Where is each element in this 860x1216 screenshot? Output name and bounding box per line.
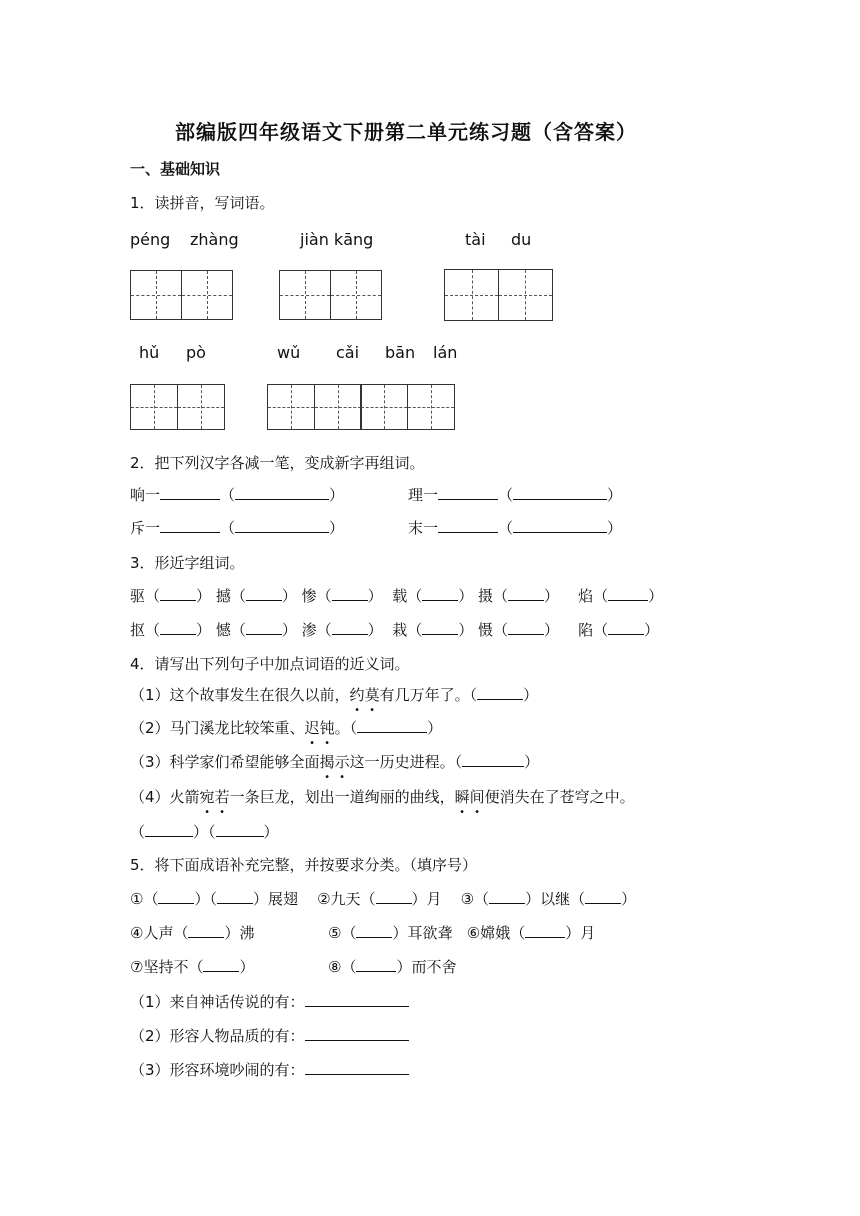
answer-blank[interactable]: [305, 992, 409, 1007]
dotted-char: 揭: [319, 753, 335, 771]
dotted-char: 钝: [319, 719, 335, 737]
writing-grid[interactable]: [130, 270, 231, 320]
idiom-text: ）以继（: [525, 890, 586, 908]
q3-char: 驱: [130, 587, 146, 605]
grid-cell[interactable]: [130, 384, 178, 430]
grid-cell[interactable]: [360, 384, 408, 430]
idiom-row: [130, 922, 254, 943]
q3-row: 抠（ ） 憾（ ） 渗（ ） 栽（ ） 慑（ ） 陷（ ）: [130, 621, 660, 639]
sentence-text: 有几万年了。（: [379, 686, 478, 704]
idiom-text: ）: [621, 890, 637, 908]
q4-sentence: [130, 786, 635, 807]
answer-blank[interactable]: [246, 586, 282, 601]
q3-char: 憾: [215, 621, 231, 639]
answer-blank[interactable]: [376, 889, 412, 904]
q2-char: 末一: [408, 519, 439, 537]
sentence-text: 一条巨龙，划出一道绚丽的曲线，: [229, 788, 455, 806]
q2-char: 理一: [408, 486, 439, 504]
grid-cell[interactable]: [267, 384, 315, 430]
answer-blank[interactable]: [305, 1060, 409, 1075]
answer-blank[interactable]: [513, 518, 607, 533]
grid-cell[interactable]: [498, 269, 553, 321]
q2-item: 末一 （ ）: [408, 519, 623, 537]
answer-blank[interactable]: [160, 620, 196, 635]
answer-blank[interactable]: [332, 620, 368, 635]
q4-sentence: （3）科学家们希望能够全面揭示这一历史进程。（ ）: [130, 753, 540, 771]
q2-item: 响一 （ ）: [130, 486, 345, 504]
sentence-text: （2）马门溪龙比较笨重、: [130, 719, 305, 737]
dotted-char: 示: [334, 753, 350, 771]
category-label: （3）形容环境吵闹的有：: [130, 1061, 305, 1079]
q4-sentence: （1）这个故事发生在很久以前，约莫有几万年了。（ ）: [130, 686, 539, 704]
category-row: [130, 1025, 409, 1046]
idiom-row: [130, 888, 636, 909]
pinyin: bān: [385, 343, 416, 362]
answer-blank[interactable]: [160, 586, 196, 601]
q2-char: 斥一: [130, 519, 161, 537]
answer-blank[interactable]: [508, 620, 544, 635]
question-1-prompt: 1．读拼音，写词语。: [130, 194, 275, 212]
sentence-text: （1）这个故事发生在很久以前，: [130, 686, 350, 704]
idiom-row: [130, 956, 254, 977]
q3-char: 陷: [578, 621, 594, 639]
idiom-row: [328, 922, 595, 943]
answer-blank[interactable]: [203, 957, 239, 972]
idiom-text: ）月: [411, 890, 442, 908]
answer-blank[interactable]: [145, 822, 193, 837]
answer-blank[interactable]: [332, 586, 368, 601]
answer-blank[interactable]: [357, 718, 427, 733]
sentence-text: （4）火箭: [130, 788, 200, 806]
grid-cell[interactable]: [330, 270, 382, 320]
answer-blank[interactable]: [246, 620, 282, 635]
q3-row: 驱（ ） 撼（ ） 惨（ ） 载（ ） 摄（ ） 焰（ ）: [130, 587, 664, 605]
answer-blank[interactable]: [356, 923, 392, 938]
q3-char: 栽: [392, 621, 408, 639]
page-title: 部编版四年级语文下册第二单元练习题（含答案）: [175, 120, 637, 144]
idiom-text: ）月: [565, 924, 596, 942]
bracket: ）: [263, 823, 279, 841]
q2-item: 斥一 （ ）: [130, 519, 345, 537]
q2-char: 响一: [130, 486, 161, 504]
idiom-text: ④人声（: [130, 924, 189, 942]
writing-grid[interactable]: [267, 384, 453, 430]
sentence-text: 这一历史进程。（: [349, 753, 463, 771]
section-heading: 一、基础知识: [130, 160, 221, 178]
grid-cell[interactable]: [130, 270, 182, 320]
category-row: [130, 991, 409, 1012]
question-2-prompt: 2．把下列汉字各减一笔，变成新字再组词。: [130, 454, 425, 472]
idiom-row: [328, 956, 456, 977]
dotted-char: 若: [214, 788, 230, 806]
pinyin: du: [511, 230, 532, 249]
q3-char: 慑: [478, 621, 494, 639]
answer-blank[interactable]: [489, 889, 525, 904]
pinyin: pò: [186, 343, 206, 362]
category-row: [130, 1059, 409, 1080]
idiom-text: ）耳欲聋: [392, 924, 453, 942]
idiom-text: ⑤（: [328, 924, 357, 942]
q3-char: 惨: [301, 587, 317, 605]
q2-item: 理一 （ ）: [408, 486, 623, 504]
answer-blank[interactable]: [508, 586, 544, 601]
answer-blank[interactable]: [305, 1026, 409, 1041]
answer-blank[interactable]: [462, 752, 524, 767]
idiom-text: ）: [239, 958, 255, 976]
answer-blank[interactable]: [585, 889, 621, 904]
dotted-char: 宛: [199, 788, 215, 806]
answer-blank[interactable]: [608, 586, 648, 601]
answer-blank[interactable]: [158, 889, 194, 904]
sentence-text: （3）科学家们希望能够全面: [130, 753, 320, 771]
writing-grid[interactable]: [444, 269, 551, 321]
dotted-char: 约: [349, 686, 365, 704]
grid-cell[interactable]: [279, 270, 331, 320]
bracket: （: [130, 823, 146, 841]
pinyin: hǔ: [139, 343, 160, 362]
answer-blank[interactable]: [235, 485, 329, 500]
q3-char: 载: [392, 587, 408, 605]
dotted-char: 瞬: [454, 788, 470, 806]
answer-blank[interactable]: [188, 923, 224, 938]
idiom-text: ）沸: [224, 924, 255, 942]
pinyin: zhàng: [190, 230, 239, 249]
idiom-text: ）展翅: [252, 890, 298, 908]
category-label: （1）来自神话传说的有：: [130, 993, 305, 1011]
answer-blank[interactable]: [438, 518, 498, 533]
answer-blank[interactable]: [422, 620, 458, 635]
answer-blank[interactable]: [608, 620, 644, 635]
question-4-prompt: 4．请写出下列句子中加点词语的近义词。: [130, 655, 410, 673]
idiom-text: ⑥嫦娥（: [466, 924, 526, 942]
writing-grid[interactable]: [130, 384, 223, 430]
q3-char: 撼: [215, 587, 231, 605]
q3-char: 焰: [578, 587, 594, 605]
answer-blank[interactable]: [525, 923, 565, 938]
pinyin: jiàn kāng: [300, 230, 374, 249]
idiom-text: ⑧（: [328, 958, 357, 976]
grid-cell[interactable]: [181, 270, 233, 320]
q3-char: 摄: [478, 587, 494, 605]
answer-blank[interactable]: [216, 822, 264, 837]
q4-sentence: （2）马门溪龙比较笨重、迟钝。（ ）: [130, 719, 443, 737]
answer-blank[interactable]: [217, 889, 253, 904]
answer-blank[interactable]: [513, 485, 607, 500]
q3-char: 抠: [130, 621, 146, 639]
bracket: ）（: [193, 823, 216, 841]
answer-blank[interactable]: [438, 485, 498, 500]
idiom-text: ）（: [194, 890, 217, 908]
answer-blank[interactable]: [422, 586, 458, 601]
answer-blank[interactable]: [160, 485, 220, 500]
grid-cell[interactable]: [444, 269, 499, 321]
pinyin: wǔ: [277, 343, 301, 362]
sentence-text: 便消失在了苍穹之中。: [484, 788, 635, 806]
pinyin: tài: [465, 230, 486, 249]
answer-blank[interactable]: [160, 518, 220, 533]
grid-cell[interactable]: [407, 384, 455, 430]
idiom-text: ①（: [130, 890, 159, 908]
pinyin: cǎi: [336, 343, 360, 362]
dotted-char: 莫: [364, 686, 380, 704]
answer-blank[interactable]: [235, 518, 329, 533]
pinyin: lán: [433, 343, 458, 362]
q3-char: 渗: [301, 621, 317, 639]
sentence-text: 。（: [334, 719, 358, 737]
answer-blank[interactable]: [477, 685, 523, 700]
grid-cell[interactable]: [314, 384, 362, 430]
idiom-text: ⑦坚持不（: [130, 958, 204, 976]
pinyin: péng: [130, 230, 171, 249]
q4-answer-row: [130, 821, 279, 842]
idiom-text: ②九天（: [317, 890, 376, 908]
idiom-text: ③（: [460, 890, 490, 908]
question-3-prompt: 3．形近字组词。: [130, 554, 245, 572]
category-label: （2）形容人物品质的有：: [130, 1027, 305, 1045]
dotted-char: 间: [469, 788, 485, 806]
grid-cell[interactable]: [177, 384, 225, 430]
writing-grid[interactable]: [279, 270, 380, 320]
question-5-prompt: 5．将下面成语补充完整，并按要求分类。（填序号）: [130, 856, 478, 874]
idiom-text: ）而不舍: [396, 958, 457, 976]
answer-blank[interactable]: [356, 957, 396, 972]
dotted-char: 迟: [304, 719, 320, 737]
